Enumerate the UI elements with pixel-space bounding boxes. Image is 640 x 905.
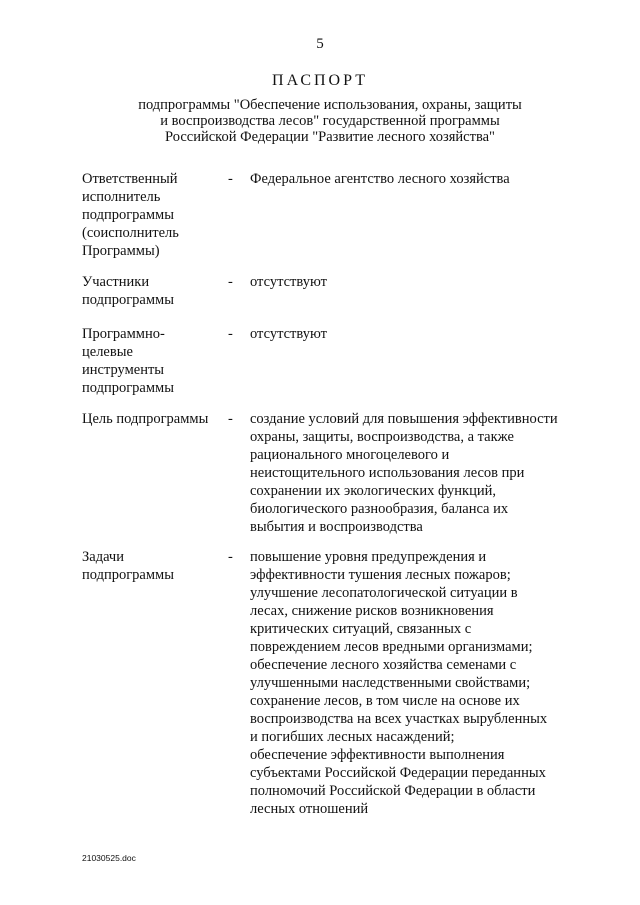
label-line: инструменты <box>82 362 165 378</box>
label-line: исполнитель <box>82 189 161 205</box>
row-dash: - <box>228 549 233 565</box>
value-line: улучшенными наследственными свойствами; <box>250 675 531 691</box>
row-label <box>82 410 224 428</box>
label-line: Участники <box>82 274 150 290</box>
label-line: подпрограммы <box>82 567 174 583</box>
row-label <box>82 170 224 260</box>
value-line: полномочий Российской Федерации в области <box>250 783 536 799</box>
row-dash: - <box>228 171 233 187</box>
value-line: сохранение лесов, в том числе на основе их <box>250 693 520 709</box>
footer-filename: 21030525.doc <box>82 853 136 863</box>
value-line: повышение уровня предупреждения и <box>250 549 487 565</box>
row-dash: - <box>228 274 233 290</box>
row-label <box>82 273 224 309</box>
value-line: создание условий для повышения эффективности <box>250 411 558 427</box>
label-line: подпрограммы <box>82 380 174 396</box>
value-line: эффективности тушения лесных пожаров; <box>250 567 511 583</box>
value-line: выбытия и воспроизводства <box>250 519 423 535</box>
label-line: (соисполнитель <box>82 225 179 241</box>
row-label <box>82 548 224 584</box>
row-value <box>250 548 600 818</box>
value-line: воспроизводства на всех участках вырубленных <box>250 711 548 727</box>
label-line: Программно- <box>82 326 165 342</box>
row-dash: - <box>228 411 233 427</box>
label-line: подпрограммы <box>82 292 174 308</box>
document-subtitle <box>80 97 580 145</box>
value-line: отсутствуют <box>250 274 327 290</box>
row-dash: - <box>228 326 233 342</box>
row-value <box>250 410 600 536</box>
value-line: рационального многоцелевого и <box>250 447 450 463</box>
row-label <box>82 325 224 397</box>
subtitle-line: Российской Федерации "Развитие лесного хозяйства" <box>165 129 495 145</box>
row-value <box>250 170 600 188</box>
value-line: критических ситуаций, связанных с <box>250 621 472 637</box>
label-line: Цель подпрограммы <box>82 411 209 427</box>
value-line: Федеральное агентство лесного хозяйства <box>250 171 510 187</box>
label-line: подпрограммы <box>82 207 174 223</box>
value-line: лесах, снижение рисков возникновения <box>250 603 494 619</box>
value-line: обеспечение эффективности выполнения <box>250 747 505 763</box>
value-line: неистощительного использования лесов при <box>250 465 525 481</box>
value-line: улучшение лесопатологической ситуации в <box>250 585 518 601</box>
label-line: Программы) <box>82 243 160 259</box>
value-line: повреждением лесов вредными организмами; <box>250 639 533 655</box>
value-line: сохранении их экологических функций, <box>250 483 496 499</box>
value-line: и погибших лесных насаждений; <box>250 729 455 745</box>
value-line: охраны, защиты, воспроизводства, а также <box>250 429 514 445</box>
value-line: субъектами Российской Федерации переданных <box>250 765 546 781</box>
label-line: Задачи <box>82 549 124 565</box>
row-value <box>250 325 600 343</box>
page-number: 5 <box>316 36 324 52</box>
document-title: ПАСПОРТ <box>272 72 368 89</box>
subtitle-line: и воспроизводства лесов" государственной программы <box>160 113 500 129</box>
label-line: Ответственный <box>82 171 178 187</box>
value-line: лесных отношений <box>250 801 369 817</box>
value-line: обеспечение лесного хозяйства семенами с <box>250 657 517 673</box>
value-line: биологического разнообразия, баланса их <box>250 501 509 517</box>
row-value <box>250 273 600 291</box>
value-line: отсутствуют <box>250 326 327 342</box>
label-line: целевые <box>82 344 133 360</box>
subtitle-line: подпрограммы "Обеспечение использования, охраны, защиты <box>138 97 522 113</box>
